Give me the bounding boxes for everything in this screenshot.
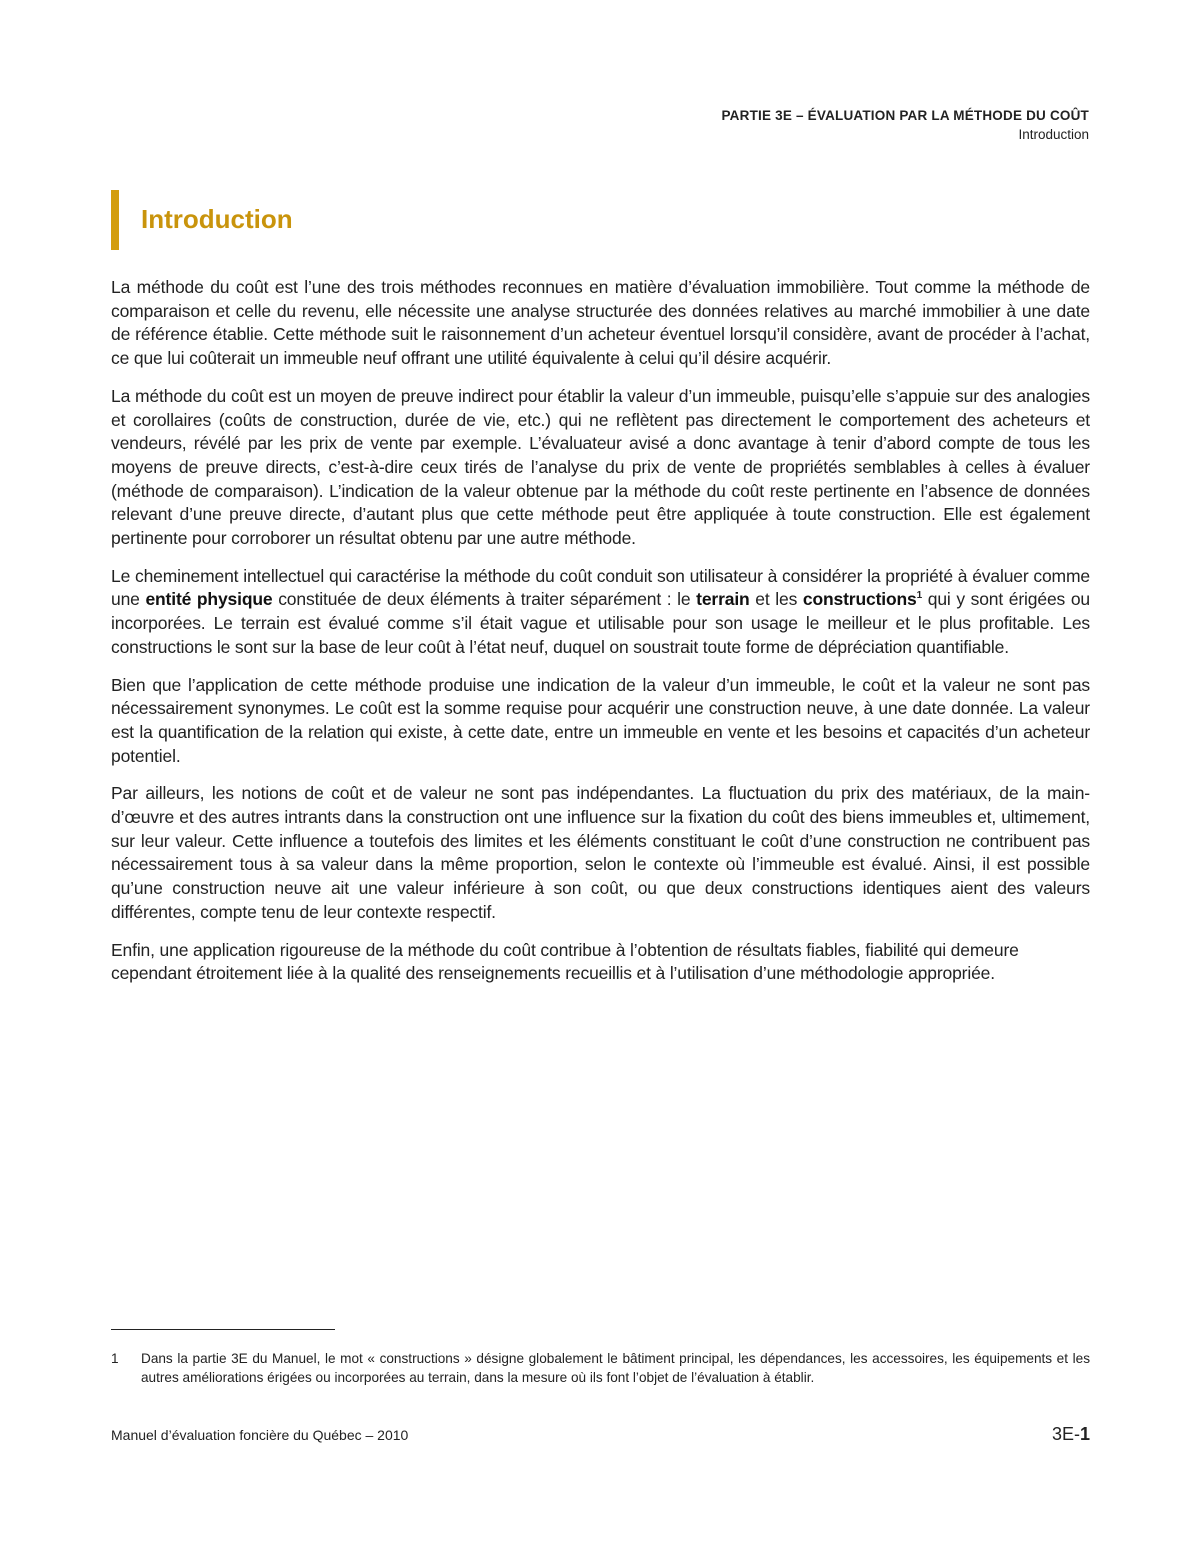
footnote-separator <box>111 1329 335 1330</box>
term-terrain: terrain <box>696 589 750 610</box>
term-entite-physique: entité physique <box>145 589 273 610</box>
heading-accent-bar <box>111 190 119 250</box>
paragraph-3: Le cheminement intellectuel qui caractérise la méthode du coût conduit son utilisateur à considérer la propriété à évaluer comme une entité physique constituée de deux éléments à traiter séparément : le terrain et les constructions$^1$ qui y sont érigées ou incorporées. Le terrain est évalué comme s’il était vague et utilisable pour son usage le meilleur et le plus profitable. Les constructions le sont sur la base de leur coût à l’état neuf, duquel on soustrait toute forme de dépréciation quantifiable. <box>111 565 1090 657</box>
section-heading <box>111 190 293 250</box>
header-title: PARTIE 3E – ÉVALUATION PAR LA MÉTHODE DU COÛT <box>721 108 1089 123</box>
term-constructions: constructions <box>802 589 917 610</box>
footnote-reference[interactable]: 1 <box>916 590 923 602</box>
running-header <box>721 106 1089 144</box>
header-subtitle: Introduction <box>1018 127 1089 142</box>
paragraph-2: La méthode du coût est un moyen de preuve indirect pour établir la valeur d’un immeuble, puisqu’elle s’appuie sur des analogies et corollaires (coûts de construction, durée de vie, etc.) qui ne reflètent pas directement le comportement des acheteurs et vendeurs, révélé par les prix de vente par exemple. L’évaluateur avisé a donc avantage à tenir d’abord compte de tous les moyens de preuve directs, c’est-à-dire ceux tirés de l’analyse du prix de vente de propriétés semblables à celles à évaluer (méthode de comparaison). L’indication de la valeur obtenue par la méthode du coût reste pertinente en l’absence de données relevant d’une preuve directe, d’autant plus que cette méthode peut être appliquée à toute construction. Elle est également pertinente pour corroborer un résultat obtenu par une autre méthode. <box>111 385 1090 549</box>
page-footer <box>111 1424 1090 1445</box>
footnote-text: Dans la partie 3E du Manuel, le mot « constructions » désigne globalement le bâtiment principal, les dépendances, les accessoires, les équipements et les autres améliorations érigées ou incorporées au terrain, dans la mesure où ils font l’objet de l’évaluation à établir. <box>141 1351 1090 1385</box>
paragraph-1: La méthode du coût est l’une des trois méthodes reconnues en matière d’évaluation immobilière. Tout comme la méthode de comparaison et celle du revenu, elle nécessite une analyse structurée des données relatives au marché immobilier à une date de référence établie. Cette méthode suit le raisonnement d’un acheteur éventuel lorsqu’il considère, avant de procéder à l’achat, ce que lui coûterait un immeuble neuf offrant une utilité équivalente à celui qu’il désire acquérir. <box>111 277 1090 369</box>
footer-manual-title: Manuel d’évaluation foncière du Québec – 2010 <box>111 1427 409 1443</box>
footnote <box>111 1349 1090 1387</box>
body-text <box>111 276 1090 1000</box>
page-number: 3E-1 <box>1051 1424 1090 1444</box>
section-title: Introduction <box>141 203 293 234</box>
paragraph-4: Bien que l’application de cette méthode produise une indication de la valeur d’un immeuble, le coût et la valeur ne sont pas nécessairement synonymes. Le coût est la somme requise pour acquérir une construction neuve, à une date donnée. La valeur est la quantification de la relation qui existe, à cette date, entre un immeuble en vente et les besoins et capacités d’un acheteur potentiel. <box>111 674 1090 766</box>
footnote-number: 1 <box>111 1351 119 1366</box>
paragraph-6: Enfin, une application rigoureuse de la méthode du coût contribue à l’obtention de résultats fiables, fiabilité qui demeure cependant étroitement liée à la qualité des renseignements recueillis et à l’utilisation d’une méthodologie appropriée. <box>111 939 1019 984</box>
paragraph-5: Par ailleurs, les notions de coût et de valeur ne sont pas indépendantes. La fluctuation du prix des matériaux, de la main-d’œuvre et des autres intrants dans la construction ont une influence sur la fixation du coût des biens immeubles et, ultimement, sur leur valeur. Cette influence a toutefois des limites et les éléments constituant le coût d’une construction ne contribuent pas nécessairement tous à sa valeur dans la même proportion, selon le contexte où l’immeuble est évalué. Ainsi, il est possible qu’une construction neuve ait une valeur inférieure à son coût, ou que deux constructions identiques aient des valeurs différentes, compte tenu de leur contexte respectif. <box>111 783 1090 922</box>
